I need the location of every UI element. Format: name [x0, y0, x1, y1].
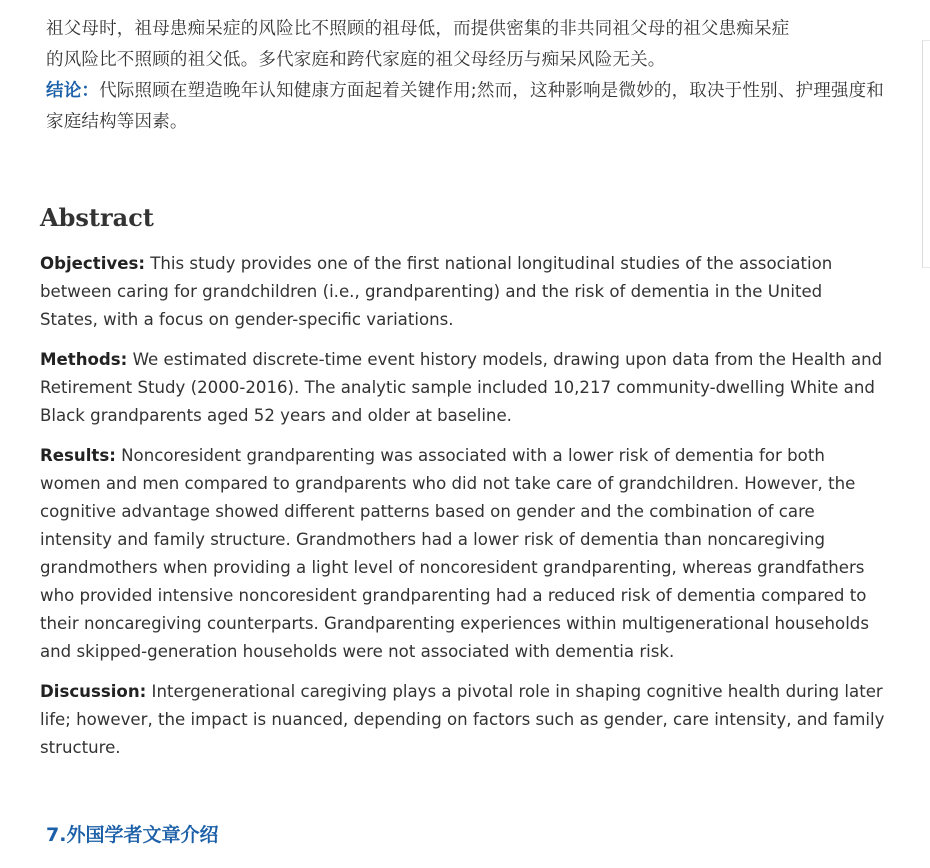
conclusion-text: 代际照顾在塑造晚年认知健康方面起着关键作用;然而，这种影响是微妙的，取决于性别、护理强度和家庭结构等因素。 [46, 81, 885, 132]
conclusion-paragraph [46, 76, 891, 138]
conclusion-label: 结论： [46, 81, 100, 101]
objectives-text: This study provides one of the first national longitudinal studies of the association between caring for grandchildren (i.e., grandparenting) and the risk of dementia in the United States, with a focus on gender-specific variations. [40, 254, 833, 329]
discussion-label: Discussion: [40, 682, 147, 701]
chinese-summary [46, 14, 891, 138]
abstract-section [40, 201, 885, 774]
summary-line-1: 祖父母时，祖母患痴呆症的风险比不照顾的祖母低，而提供密集的非共同祖父母的祖父患痴呆症 [46, 19, 790, 39]
methods-text: We estimated discrete-time event history models, drawing upon data from the Health and Retirement Study (2000-2016). The analytic sample included 10,217 community-dwelling White and Black grandparents aged 52 years and older at baseline. [40, 350, 883, 425]
objectives-paragraph [40, 250, 885, 334]
discussion-text: Intergenerational caregiving plays a pivotal role in shaping cognitive health during later life; however, the impact is nuanced, depending on factors such as gender, care intensity, and family structure. [40, 682, 885, 757]
methods-label: Methods: [40, 350, 128, 369]
methods-paragraph [40, 346, 885, 430]
abstract-heading: Abstract [40, 203, 154, 232]
objectives-label: Objectives: [40, 254, 145, 273]
results-paragraph [40, 442, 885, 666]
sidebar-edge [922, 40, 930, 268]
section-heading-foreign-scholars: 7.外国学者文章介绍 [46, 824, 219, 846]
summary-line-2: 的风险比不照顾的祖父低。多代家庭和跨代家庭的祖父母经历与痴呆风险无关。 [46, 50, 666, 70]
results-label: Results: [40, 446, 116, 465]
results-text: Noncoresident grandparenting was associated with a lower risk of dementia for both women and men compared to grandparents who did not take care of grandchildren. However, the cognitive advantage showed different patterns based on gender and the combination of care intensity and family structure. Grandmothers had a lower risk of dementia than noncaregiving grandmothers when providing a light level of noncoresident grandparenting, whereas grandfathers who provided intensive noncoresident grandparenting had a reduced risk of dementia compared to their noncaregiving counterparts. Grandparenting experiences within multigenerational households and skipped-generation households were not associated with dementia risk. [40, 446, 869, 661]
discussion-paragraph [40, 678, 885, 762]
